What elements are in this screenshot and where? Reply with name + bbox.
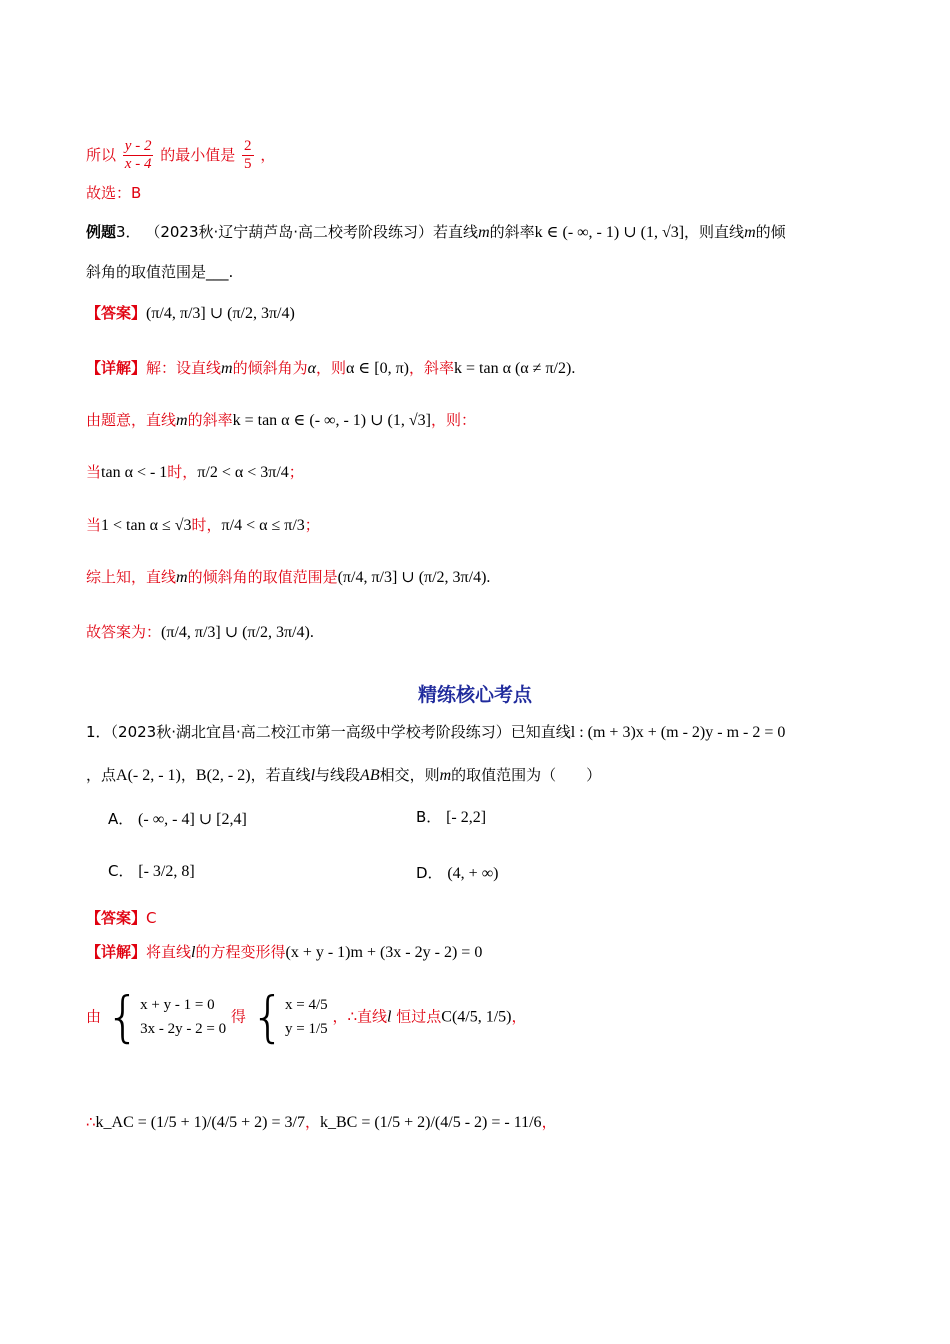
math-var: l xyxy=(310,767,316,784)
answer-label: 【答案】 xyxy=(86,909,147,927)
text: ； xyxy=(288,463,304,481)
math-expression: k = tan α ∈ (- ∞, - 1) ∪ (1, √3] xyxy=(232,412,431,429)
text: 的倾斜角为 xyxy=(232,359,308,377)
text: 由题意，直线 xyxy=(86,411,177,429)
text: 时， xyxy=(191,516,222,534)
option-value: (- ∞, - 4] ∪ [2,4] xyxy=(138,811,247,828)
text: 相交，则 xyxy=(379,766,440,784)
option-label: A． xyxy=(108,810,134,828)
example-3-question-cont xyxy=(86,262,233,282)
option-label: C． xyxy=(108,862,134,880)
answer-blank: ___ xyxy=(206,263,229,281)
option-label: B． xyxy=(416,808,442,826)
text: ， xyxy=(180,766,196,784)
math-expression: π/2 < α < 3π/4 xyxy=(197,464,289,481)
text: ，斜率 xyxy=(409,359,455,377)
option-value: [- 2,2] xyxy=(446,809,487,826)
math-var: m xyxy=(744,224,756,241)
math-var: l xyxy=(191,944,196,961)
text: 斜角的取值范围是 xyxy=(86,263,207,281)
text: ， xyxy=(260,146,276,164)
math-var: l xyxy=(387,1008,392,1026)
text: ， xyxy=(541,1113,557,1131)
text: 解：设直线 xyxy=(146,359,222,377)
text: 的倾斜角的取值范围是 xyxy=(187,568,338,586)
text: 的倾 xyxy=(755,223,786,241)
math-var: m xyxy=(176,569,188,586)
text: 当 xyxy=(86,516,102,534)
detail2-line-1 xyxy=(86,942,482,963)
math-expression: (π/4, π/3] ∪ (π/2, 3π/4). xyxy=(161,624,314,641)
math-expression: k_BC = (1/5 + 2)/(4/5 - 2) = - 11/6 xyxy=(319,1114,542,1131)
math-expression: (π/4, π/3] ∪ (π/2, 3π/4) xyxy=(146,305,295,322)
equation: 3x - 2y - 2 = 0 xyxy=(140,1021,227,1037)
point-b: B(2, - 2) xyxy=(195,767,251,784)
answer-line xyxy=(86,303,295,324)
option-d[interactable] xyxy=(416,862,498,883)
math-var: m xyxy=(478,224,490,241)
detail2-line-2: 由 { x + y - 1 = 0 3x - 2y - 2 = 0 得 { x = 4/5 y = 1/5 ，∴直线l 恒过点C(4/5, 1/5)， xyxy=(86,985,527,1048)
answer-value: C xyxy=(146,909,157,927)
detail-line-4 xyxy=(86,515,320,536)
question-number: 1． xyxy=(86,723,111,741)
option-label: D． xyxy=(416,864,443,882)
text: 的斜率 xyxy=(187,411,233,429)
detail2-line-3 xyxy=(86,1112,557,1133)
question-source: （2023秋·湖北宜昌·高二校江市第一高级中学校考阶段练习）已知直线 xyxy=(110,723,571,741)
math-expression: 1 < tan α ≤ √3 xyxy=(101,517,192,534)
text: 得 xyxy=(230,1007,246,1026)
text: ，点 xyxy=(86,766,117,784)
math-var: AB xyxy=(360,767,380,784)
detail-line-6 xyxy=(86,622,314,643)
fraction-numerator: 2 xyxy=(244,138,252,154)
text: 恒过点 xyxy=(396,1007,442,1026)
math-expression: π/4 < α ≤ π/3 xyxy=(221,517,305,534)
option-c[interactable] xyxy=(108,860,195,881)
text: 的方程变形得 xyxy=(195,943,286,961)
math-expression: (x + y - 1)m + (3x - 2y - 2) = 0 xyxy=(285,944,483,961)
math-expression: k ∈ (- ∞, - 1) ∪ (1, √3] xyxy=(534,224,685,241)
text: ∴ xyxy=(86,1113,96,1131)
question-source: （2023秋·辽宁葫芦岛·高二校考阶段练习）若直线 xyxy=(145,223,479,241)
text: 由 xyxy=(86,1007,102,1026)
math-expression: k_AC = (1/5 + 1)/(4/5 + 2) = 3/7 xyxy=(95,1114,305,1131)
detail-line-2 xyxy=(86,410,476,431)
text: 所以 xyxy=(86,146,117,164)
section-title: 精练核心考点 xyxy=(417,684,532,706)
text: ， xyxy=(511,1007,527,1026)
answer-line-2 xyxy=(86,908,157,928)
choice-line: 故选：B xyxy=(86,184,142,202)
detail-label: 【详解】 xyxy=(86,943,147,961)
math-expression: k = tan α (α ≠ π/2). xyxy=(454,360,576,377)
fraction-numerator: y - 2 xyxy=(124,138,152,154)
math-var: m xyxy=(221,360,233,377)
point-a: A(- 2, - 1) xyxy=(116,767,181,784)
question-1 xyxy=(86,722,785,743)
detail-label: 【详解】 xyxy=(86,359,147,377)
text: 与线段 xyxy=(315,766,361,784)
detail-line-3 xyxy=(86,462,304,483)
fraction-denominator: x - 4 xyxy=(124,156,152,172)
math-expression: l : (m + 3)x + (m - 2)y - m - 2 = 0 xyxy=(570,724,786,741)
example-label: 例题 xyxy=(86,223,117,241)
text: . xyxy=(228,263,234,281)
detail-line-5 xyxy=(86,567,490,588)
text: 将直线 xyxy=(146,943,192,961)
text: 故答案为： xyxy=(86,623,162,641)
option-value: [- 3/2, 8] xyxy=(138,863,195,880)
text: ，若直线 xyxy=(250,766,311,784)
answer-label: 【答案】 xyxy=(86,304,147,322)
option-b[interactable] xyxy=(416,806,486,827)
text: ，则： xyxy=(430,411,476,429)
text: 的最小值是 xyxy=(160,146,236,164)
option-a[interactable] xyxy=(108,808,247,829)
math-var: m xyxy=(176,412,188,429)
text: 综上知，直线 xyxy=(86,568,177,586)
math-var: m xyxy=(439,767,452,784)
option-value: (4, + ∞) xyxy=(447,865,499,882)
example-3-question xyxy=(86,222,786,243)
math-expression: (π/4, π/3] ∪ (π/2, 3π/4). xyxy=(337,569,491,586)
text: ，则直线 xyxy=(684,223,745,241)
example-number: 3． xyxy=(116,223,141,241)
text: 的斜率 xyxy=(489,223,535,241)
text: 当 xyxy=(86,463,102,481)
equation: y = 1/5 xyxy=(285,1021,328,1037)
fraction-denominator: 5 xyxy=(244,156,252,172)
text: ； xyxy=(304,516,320,534)
text-line-conclusion xyxy=(86,138,275,173)
detail-line-1: 【详解】解：设直线m的倾斜角为α，则α ∈ [0, π)，斜率k = tan α (α ≠ π/2). xyxy=(86,359,576,377)
text: 的取值范围为（ ） xyxy=(451,766,602,784)
text: 时， xyxy=(167,463,198,481)
math-expression: tan α < - 1 xyxy=(101,464,168,481)
equation: x = 4/5 xyxy=(285,997,328,1013)
equation: x + y - 1 = 0 xyxy=(140,997,215,1013)
text: ， xyxy=(304,1113,320,1131)
question-1-cont xyxy=(86,765,601,786)
text: ，则 xyxy=(316,359,347,377)
text: ，∴直线 xyxy=(332,1007,388,1026)
point-c: C(4/5, 1/5) xyxy=(441,1008,512,1026)
math-expression: α ∈ [0, π) xyxy=(346,360,409,377)
